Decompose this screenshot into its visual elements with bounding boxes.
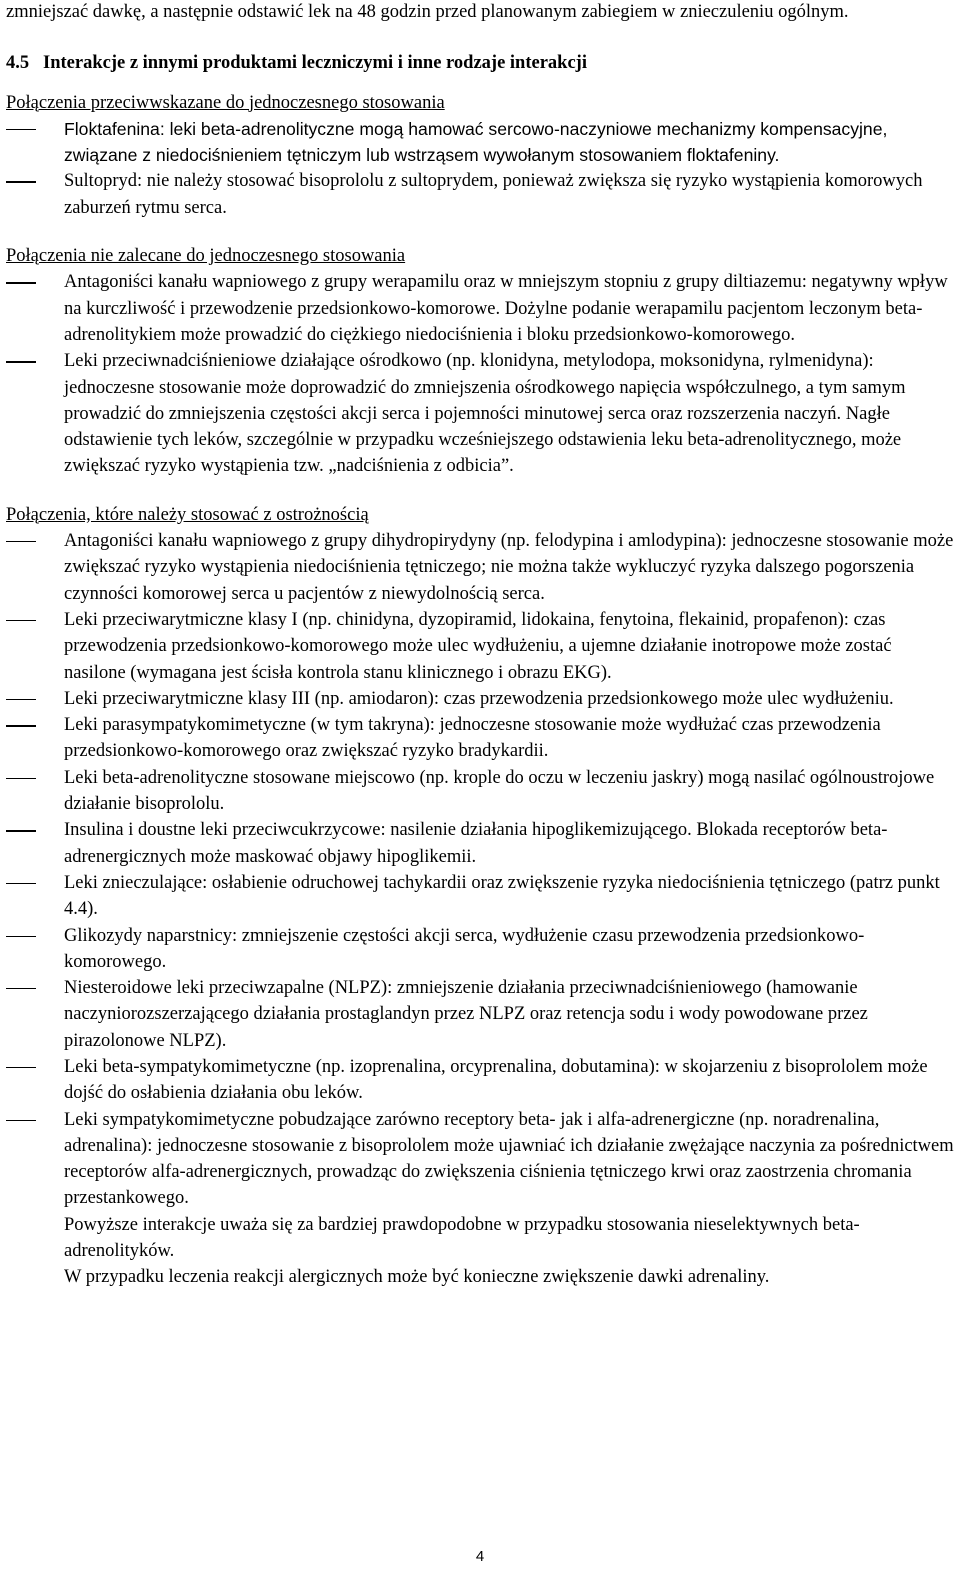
list-item-text: Leki beta-adrenolityczne stosowane miejscowo (np. krople do oczu w leczeniu jaskry) mogą nasilać ogólnoustrojowe działanie bisoprololu. xyxy=(64,767,935,815)
dash-bullet xyxy=(6,129,36,130)
section-title: 4.5 Interakcje z innymi produktami leczniczymi i inne rodzaje interakcji xyxy=(6,53,587,74)
dash-bullet xyxy=(6,936,36,937)
dash-bullet xyxy=(6,778,36,779)
dash-bullet xyxy=(6,361,36,362)
dash-bullet xyxy=(6,830,36,831)
list-item xyxy=(6,348,954,479)
list-item-text: Leki znieczulające: osłabienie odruchowej tachykardii oraz zwiększenie ryzyka niedociśnienia tętniczego (patrz punkt 4.4). xyxy=(64,872,940,920)
dash-bullet xyxy=(6,1067,36,1068)
list-item xyxy=(6,975,954,1054)
list-item xyxy=(6,1107,954,1212)
list-item xyxy=(6,269,954,348)
dash-bullet xyxy=(6,181,36,182)
note-paragraph: W przypadku leczenia reakcji alergicznych może być konieczne zwiększenie dawki adrenaliny. xyxy=(64,1267,770,1288)
list-item-text: Antagoniści kanału wapniowego z grupy dihydropirydyny (np. felodypina i amlodypina): jednoczesne stosowanie może zwiększać ryzyko wystąpienia niedociśnienia tętniczego; nie można także wykluczyć ryzyka dalszego pogorszenia czynności komorowej serca u pacjentów z niewydolnością serca. xyxy=(64,531,954,604)
intro-paragraph: zmniejszać dawkę, a następnie odstawić lek na 48 godzin przed planowanym zabiegiem w znieczuleniu ogólnym. xyxy=(6,2,849,22)
dash-bullet xyxy=(6,988,36,989)
contraindicated-heading: Połączenia przeciwwskazane do jednoczesnego stosowania xyxy=(6,92,445,113)
list-item-text: Leki sympatykomimetyczne pobudzające zarówno receptory beta- jak i alfa-adrenergiczne (np. noradrenalina, adrenalina): jednoczesne stosowanie z bisoprololem może ujawniać ich działanie zwężające naczynia za pośrednictwem receptorów alfa-adrenergicznych, prowadząc do zwiększenia ciśnienia tętniczego krwi oraz zaostrzenia chromania przestankowego. xyxy=(64,1109,954,1209)
list-item xyxy=(6,712,954,765)
dash-bullet xyxy=(6,1120,36,1121)
list-item xyxy=(6,1054,954,1107)
list-item-text: Insulina i doustne leki przeciwcukrzycowe: nasilenie działania hipoglikemizującego. Blokada receptorów beta-adrenergicznych może maskować objawy hipoglikemii. xyxy=(64,820,888,867)
list-item-text: Leki przeciwnadciśnieniowe działające ośrodkowo (np. klonidyna, metylodopa, moksonidyna, rylmenidyna): jednoczesne stosowanie może doprowadzić do zmniejszenia ośrodkowego napięcia współczulnego, a tym samym prowadzić do zmniejszenia częstości akcji serca i pojemności minutowej serca oraz rozszerzenia naczyń. Nagłe odstawienie tych leków, szczególnie w przypadku wcześniejszego odstawienia leku beta-adrenolitycznego, może zwiększać ryzyko wystąpienia tzw. „nadciśnienia z odbicia”. xyxy=(64,351,906,477)
list-item xyxy=(6,923,954,976)
list-item-text: Antagoniści kanału wapniowego z grupy werapamilu oraz w mniejszym stopniu z grupy diltiazemu: negatywny wpływ na kurczliwość i przewodzenie przedsionkowo-komorowe. Dożylne podanie werapamilu pacjentom leczonym beta-adrenolitykiem może prowadzić do ciężkiego niedociśnienia i bloku przedsionkowo-komorowego. xyxy=(64,272,948,345)
list-item xyxy=(6,168,954,221)
list-item xyxy=(6,116,954,169)
list-item xyxy=(6,528,954,607)
list-item xyxy=(6,686,954,712)
list-item xyxy=(6,817,954,870)
note-paragraph: Powyższe interakcje uważa się za bardziej prawdopodobne w przypadku stosowania nieselektywnych beta-adrenolityków. xyxy=(64,1214,860,1262)
list-item-text: Glikozydy naparstnicy: zmniejszenie częstości akcji serca, wydłużenie czasu przewodzenia przedsionkowo- komorowego. xyxy=(64,925,865,972)
list-item xyxy=(6,765,954,818)
document-page xyxy=(6,0,954,1291)
list-item xyxy=(6,607,954,686)
list-item-text: Leki przeciwarytmiczne klasy I (np. chinidyna, dyzopiramid, lidokaina, fenytoina, flekainid, propafenon): czas przewodzenia przedsionkowo-komorowego może ulec wydłużeniu, a ujemne działanie inotropowe może zostać nasilone (wymagana jest ścisła kontrola stanu klinicznego i obrazu EKG). xyxy=(64,609,892,683)
caution-heading: Połączenia, które należy stosować z ostrożnością xyxy=(6,504,369,525)
dash-bullet xyxy=(6,725,36,726)
list-item-text: Leki beta-sympatykomimetyczne (np. izoprenalina, orcyprenalina, dobutamina): w skojarzeniu z bisoprololem może dojść do osłabienia działania obu leków. xyxy=(64,1056,928,1104)
list-item-text: Niesteroidowe leki przeciwzapalne (NLPZ): zmniejszenie działania przeciwnadciśnieniowego (hamowanie naczyniorozszerzającego działania prostaglandyn przez NLPZ oraz retencja sodu i wody powodowane przez pirazolonowe NLPZ). xyxy=(64,978,868,1051)
list-item-text: Floktafenina: leki beta-adrenolityczne mogą hamować sercowo-naczyniowe mechanizmy kompensacyjne, związane z niedociśnieniem tętniczym lub wstrząsem wywołanym stosowaniem floktafeniny. xyxy=(64,118,888,166)
list-item-text: Leki przeciwarytmiczne klasy III (np. amiodaron): czas przewodzenia przedsionkowego może ulec wydłużeniu. xyxy=(64,688,894,709)
dash-bullet xyxy=(6,699,36,700)
dash-bullet xyxy=(6,541,36,542)
page-number: 4 xyxy=(475,1548,485,1565)
list-item-text: Leki parasympatykomimetyczne (w tym takryna): jednoczesne stosowanie może wydłużać czas przewodzenia przedsionkowo-komorowego oraz zwiększać ryzyko bradykardii. xyxy=(64,715,881,762)
list-item xyxy=(6,870,954,923)
dash-bullet xyxy=(6,282,36,283)
dash-bullet xyxy=(6,620,36,621)
list-item-text: Sultopryd: nie należy stosować bisoprololu z sultoprydem, ponieważ zwiększa się ryzyko wystąpienia komorowych zaburzeń rytmu serca. xyxy=(64,171,923,218)
dash-bullet xyxy=(6,883,36,884)
not-recommended-heading: Połączenia nie zalecane do jednoczesnego stosowania xyxy=(6,246,406,267)
